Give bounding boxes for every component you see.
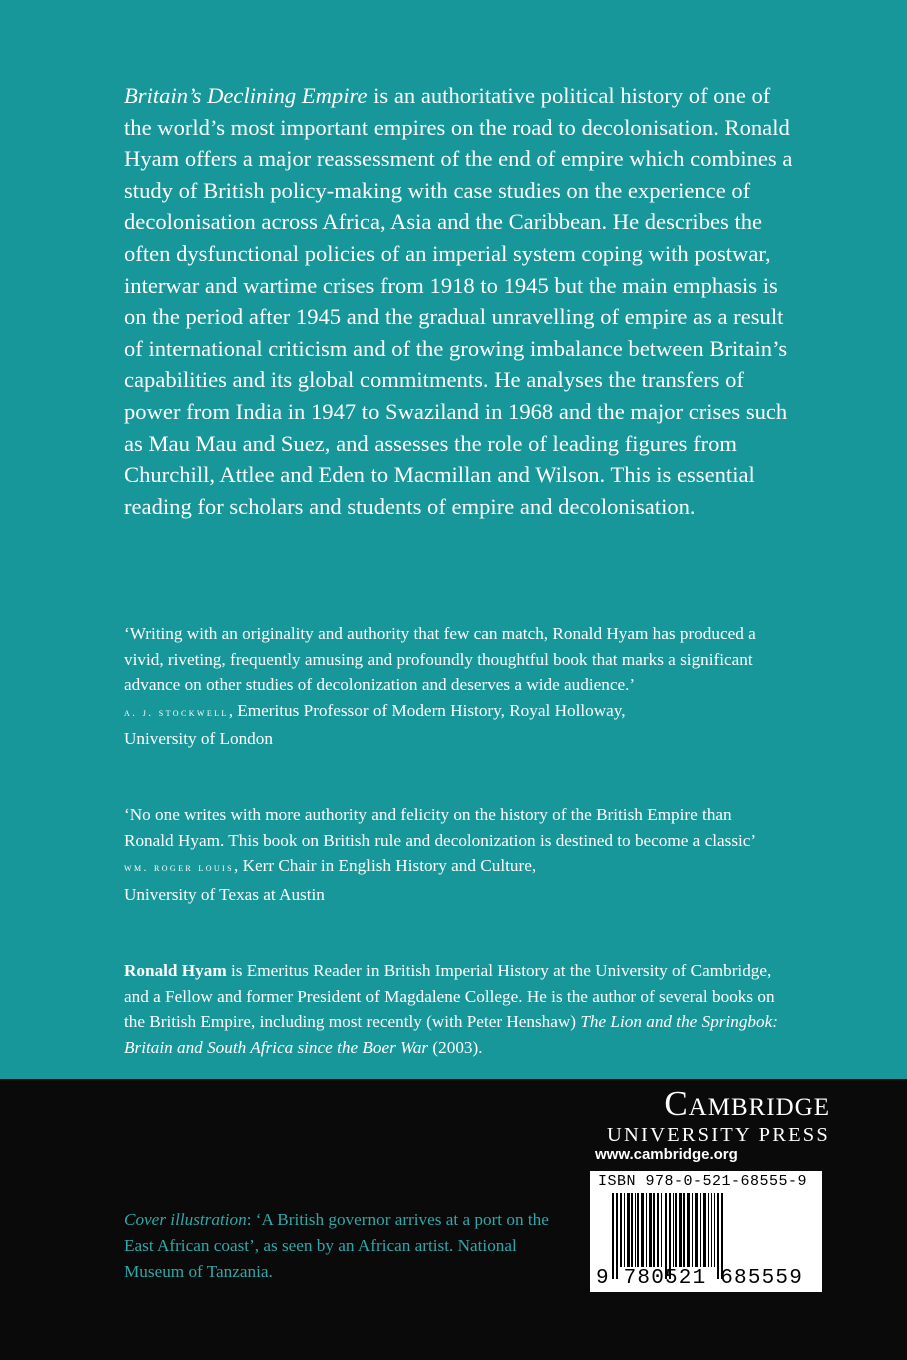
reviewer-affiliation-2: University of London (124, 729, 273, 749)
barcode-bar (683, 1193, 685, 1267)
barcode-bar (661, 1193, 662, 1267)
author-bio (124, 958, 784, 1060)
cover-credit-label: Cover illustration (124, 1210, 247, 1229)
barcode-digits: 9 780521 685559 (596, 1267, 804, 1290)
author-bio-part1: is Emeritus Reader in British Imperial History at the University of Cambridge, and a Fellow and former President of Magdalene College. He is the author of several books on the British Empire, including most recently (with Peter Henshaw) (124, 961, 775, 1032)
reviewer-affiliation: , Emeritus Professor of Modern History, Royal Holloway, (228, 700, 626, 720)
author-bio-text (124, 958, 784, 1060)
reviewer-name: a. j. stockwell (124, 706, 229, 719)
publisher-logo (590, 1085, 830, 1147)
barcode-bar (687, 1193, 690, 1267)
isbn-barcode (590, 1171, 822, 1292)
barcode-bar (653, 1193, 655, 1267)
barcode-bar (679, 1193, 682, 1267)
author-name: Ronald Hyam (124, 961, 227, 980)
barcode-bar (700, 1193, 701, 1267)
barcode-bar (641, 1193, 644, 1267)
barcode-bar (692, 1193, 693, 1267)
author-bio-part2: (2003). (428, 1037, 483, 1057)
barcode-bar (620, 1193, 622, 1267)
cover-credit-text: : ‘A British governor arrives at a port on the East African coast’, as seen by an African artist. National Museum of Tanzania. (124, 1210, 549, 1281)
quote-attribution (124, 698, 784, 752)
review-quote-1 (124, 621, 784, 752)
barcode-bar (657, 1193, 659, 1267)
quote-text: ‘Writing with an originality and authority that few can match, Ronald Hyam has produced a vivid, riveting, frequently amusing and profoundly thoughtful book that marks a significant advance on other studies of decolonization and deserves a wide audience.’ (124, 624, 756, 695)
quote-attribution (124, 853, 784, 907)
barcode-bar (637, 1193, 639, 1267)
barcode-bar (646, 1193, 647, 1267)
quote-text: ‘No one writes with more authority and felicity on the history of the British Empire than Ronald Hyam. This book on British rule and decolonization is destined to become a classic’ (124, 805, 757, 850)
barcode-bar (714, 1193, 715, 1267)
barcode-bar (627, 1193, 630, 1267)
barcode-bar (673, 1193, 674, 1267)
reviewer-name: wm. roger louis (124, 862, 234, 875)
barcode-bar (703, 1193, 706, 1267)
reviewer-affiliation: , Kerr Chair in English History and Culture, (233, 856, 537, 876)
blurb-paragraph (124, 80, 796, 522)
barcode-bar (635, 1193, 636, 1267)
publisher-url: www.cambridge.org (595, 1146, 738, 1163)
barcode-bar (675, 1193, 677, 1267)
barcode-bar (708, 1193, 709, 1267)
blurb-text: is an authoritative political history of one of the world’s most important empires on the road to decolonisation. Ronald Hyam offers a major reassessment of the end of empire which combines a study of British policy-making with case studies on the experience of decolonisation across Africa, Asia and the Caribbean. He describes the often dysfunctional policies of an imperial system coping with postwar, interwar and wartime crises from 1918 to 1945 but the main emphasis is on the period after 1945 and the gradual unravelling of empire as a result of international criticism and of the growing imbalance between Britain’s capabilities and its global commitments. He analyses the transfers of power from India in 1947 to Swaziland in 1968 and the major crises such as Mau Mau and Suez, and assesses the role of leading figures from Churchill, Attlee and Eden to Macmillan and Wilson. This is essential reading for scholars and students of empire and decolonisation. (124, 83, 793, 519)
isbn-label: ISBN 978-0-521-68555-9 (598, 1173, 808, 1190)
barcode-bar (649, 1193, 652, 1267)
publisher-press: UNIVERSITY PRESS (607, 1124, 830, 1146)
barcode-bar (624, 1193, 625, 1267)
reviewer-affiliation-2: University of Texas at Austin (124, 884, 325, 904)
book-title: Britain’s Declining Empire (124, 83, 368, 108)
barcode-bar (631, 1193, 633, 1267)
other-book-title: The Lion and the Springbok: Britain and South Africa since the Boer War (124, 1012, 778, 1057)
barcode-bar (695, 1193, 698, 1267)
publisher-name: Cambridge (664, 1084, 830, 1123)
barcode-bar (711, 1193, 712, 1267)
review-quote-2 (124, 802, 784, 907)
cover-credit (124, 1207, 564, 1285)
